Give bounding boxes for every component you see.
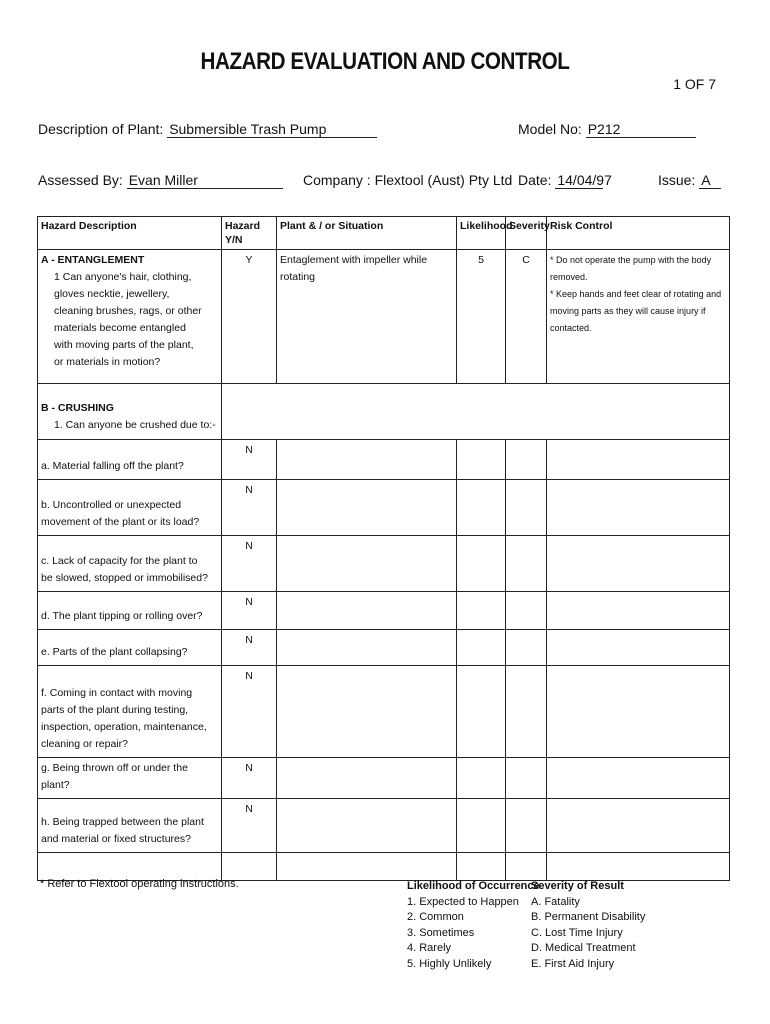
- crushing-g-yn: N: [222, 758, 277, 799]
- risk-control-line-2: * Keep hands and feet clear of rotating and moving parts as they will cause injury if contacted.: [550, 289, 722, 333]
- table-row-crushing-a: [38, 440, 730, 480]
- crushing-f-text: f. Coming in contact with moving parts of the plant during testing, inspection, operation, maintenance, cleaning or repair?: [38, 666, 222, 758]
- severity-item: A. Fatality: [531, 895, 580, 908]
- entanglement-risk-control: [547, 250, 730, 384]
- assessed-by-value: Evan Miller: [127, 172, 283, 189]
- entanglement-heading: A - ENTANGLEMENT: [41, 254, 145, 266]
- crushing-d-yn: N: [222, 592, 277, 630]
- likelihood-item: 1. Expected to Happen: [407, 895, 519, 908]
- page-title: HAZARD EVALUATION AND CONTROL: [200, 48, 570, 75]
- issue-field: [658, 172, 721, 189]
- crushing-intro: 1. Can anyone be crushed due to:-: [54, 419, 216, 431]
- crushing-f-yn: N: [222, 666, 277, 758]
- table-row-crushing-d: [38, 592, 730, 630]
- crushing-h-yn: N: [222, 799, 277, 853]
- date-label: Date:: [518, 172, 552, 188]
- likelihood-item: 4. Rarely: [407, 942, 452, 954]
- severity-item: B. Permanent Disability: [531, 911, 646, 923]
- crushing-b-yn: N: [222, 480, 277, 536]
- severity-item: C. Lost Time Injury: [531, 926, 623, 939]
- model-no-field: [518, 121, 696, 138]
- table-row-entanglement: [38, 250, 730, 384]
- crushing-e-text: e. Parts of the plant collapsing?: [38, 630, 222, 666]
- entanglement-severity: C: [506, 250, 547, 384]
- date-field: [518, 172, 612, 189]
- header-hazard-yn: Hazard Y/N: [222, 217, 277, 250]
- crushing-h-text: h. Being trapped between the plant and material or fixed structures?: [38, 799, 222, 853]
- model-no-label: Model No:: [518, 121, 582, 137]
- severity-item: D. Medical Treatment: [531, 942, 636, 954]
- footer-note: * Refer to Flextool operating instructions.: [40, 878, 239, 890]
- issue-label: Issue:: [658, 172, 696, 188]
- entanglement-description: [38, 250, 222, 384]
- header-severity: Severity: [506, 217, 547, 250]
- severity-legend: [531, 879, 645, 972]
- assessed-by-field: [38, 172, 283, 189]
- table-row-crushing-c: [38, 536, 730, 592]
- crushing-b-text: b. Uncontrolled or unexpected movement of the plant or its load?: [38, 480, 222, 536]
- assessed-by-label: Assessed By:: [38, 172, 123, 188]
- header-hazard-description: Hazard Description: [38, 217, 222, 250]
- crushing-e-yn: N: [222, 630, 277, 666]
- likelihood-item: 3. Sometimes: [407, 926, 475, 939]
- likelihood-legend-title: Likelihood of Occurrence: [407, 880, 540, 892]
- table-row-crushing-f: [38, 666, 730, 758]
- issue-value: A: [699, 172, 721, 189]
- crushing-description: [38, 384, 222, 440]
- crushing-c-yn: N: [222, 536, 277, 592]
- hazard-table: [37, 216, 730, 881]
- header-risk-control: Risk Control: [547, 217, 730, 250]
- table-row-empty: [38, 853, 730, 881]
- table-row-crushing-b: [38, 480, 730, 536]
- likelihood-item: 2. Common: [407, 911, 464, 923]
- severity-legend-title: Severity of Result: [531, 880, 624, 892]
- table-row-crushing-h: [38, 799, 730, 853]
- entanglement-likelihood: 5: [457, 250, 506, 384]
- table-row-crushing-heading: [38, 384, 730, 440]
- entanglement-yn: Y: [222, 250, 277, 384]
- crushing-a-text: a. Material falling off the plant?: [38, 440, 222, 480]
- likelihood-item: 5. Highly Unlikely: [407, 957, 492, 970]
- likelihood-legend: [407, 879, 540, 972]
- company-label: Company : Flextool (Aust) Pty Ltd: [303, 172, 513, 188]
- crushing-g-text: g. Being thrown off or under the plant?: [38, 758, 222, 799]
- plant-description-label: Description of Plant:: [38, 121, 164, 137]
- crushing-heading: B - CRUSHING: [41, 402, 114, 414]
- header-plant-situation: Plant & / or Situation: [277, 217, 457, 250]
- date-value: 14/04/97: [557, 172, 612, 188]
- plant-description-value: Submersible Trash Pump: [167, 121, 377, 138]
- crushing-d-text: d. The plant tipping or rolling over?: [38, 592, 222, 630]
- model-no-value: P212: [586, 121, 696, 138]
- crushing-c-text: c. Lack of capacity for the plant to be slowed, stopped or immobilised?: [38, 536, 222, 592]
- entanglement-item: 1 Can anyone's hair, clothing, gloves necktie, jewellery, cleaning brushes, rags, or other materials become entangled with moving parts of the plant, or materials in motion?: [54, 271, 202, 368]
- table-row-crushing-g: [38, 758, 730, 799]
- table-row-crushing-e: [38, 630, 730, 666]
- table-header-row: [38, 217, 730, 250]
- crushing-a-yn: N: [222, 440, 277, 480]
- plant-description-field: [38, 121, 377, 138]
- entanglement-situation: Entaglement with impeller while rotating: [277, 250, 457, 384]
- page-number: 1 OF 7: [673, 76, 716, 92]
- risk-control-line-1: * Do not operate the pump with the body removed.: [550, 255, 712, 282]
- header-likelihood: Likelihood: [457, 217, 506, 250]
- severity-item: E. First Aid Injury: [531, 957, 615, 970]
